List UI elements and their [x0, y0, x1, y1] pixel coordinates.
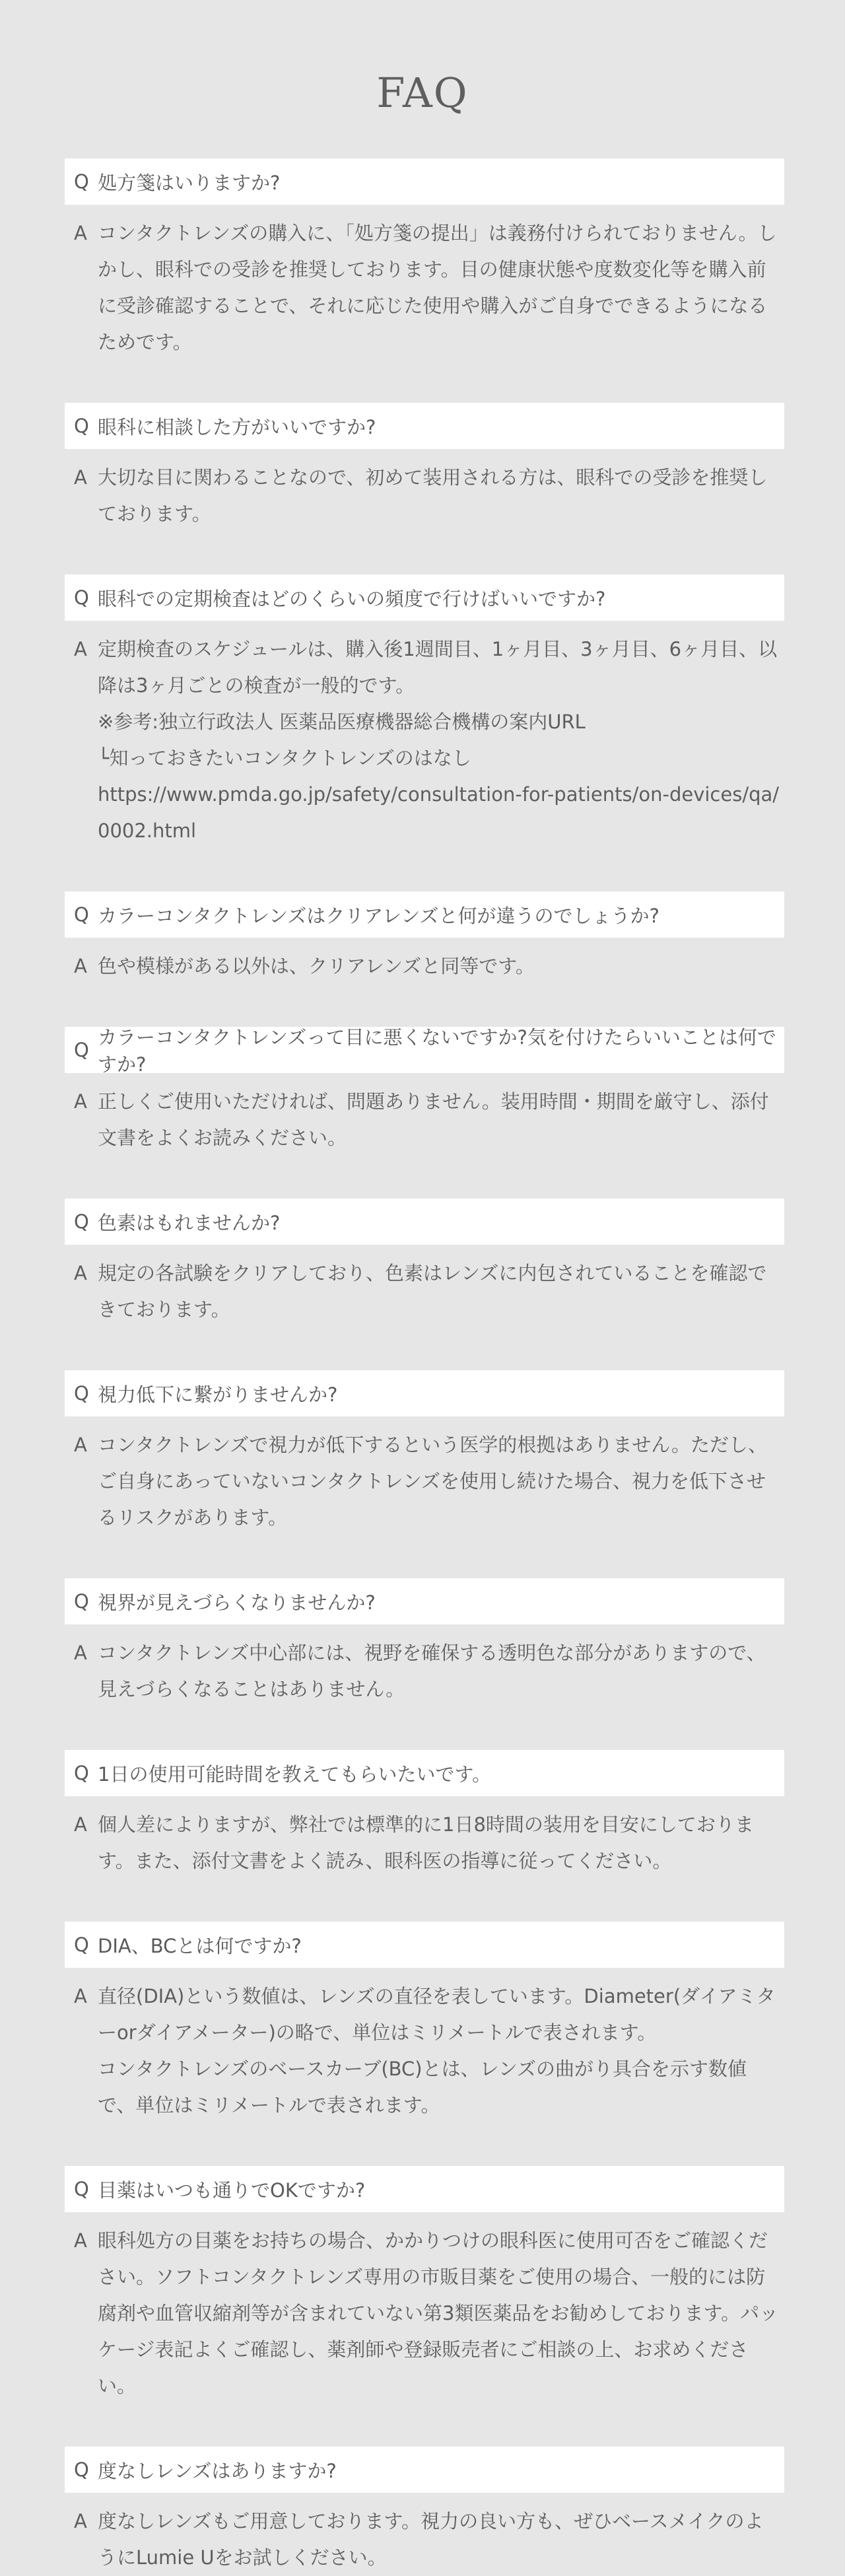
faq-question-text: 1日の使用可能時間を教えてもらいたいです。 [98, 1762, 492, 1786]
answer-marker: A [74, 1090, 87, 1113]
faq-question-text: 度なしレンズはありますか? [98, 2459, 337, 2482]
faq-item [65, 158, 784, 361]
question-marker: Q [74, 1590, 89, 1613]
question-marker: Q [74, 1933, 89, 1956]
faq-answer-paragraph: 色や模様がある以外は、クリアレンズと同等です。 [98, 955, 535, 977]
faq-answer [65, 1427, 784, 1536]
answer-marker: A [74, 2229, 87, 2252]
faq-answer-text [98, 1084, 784, 1156]
faq-question-text: カラーコンタクトレンズって目に悪くないですか?気を付けたらいいことは何ですか? [98, 1026, 776, 1076]
question-marker: Q [74, 2458, 89, 2481]
faq-question-text: カラーコンタクトレンズはクリアレンズと何が違うのでしょうか? [98, 904, 659, 927]
faq-list [65, 158, 784, 2576]
faq-answer-text [98, 2223, 784, 2404]
faq-item [65, 2166, 784, 2404]
faq-item [65, 2447, 784, 2576]
faq-answer-paragraph: コンタクトレンズの購入に、「処方箋の提出」は義務付けられておりません。しかし、眼科での受診を推奨しております。目の健康状態や度数変化等を購入前に受診確認することで、それに応じた使用や購入がご自身でできるようになるためです。 [98, 222, 777, 353]
faq-answer-paragraph: ※参考:独立行政法人 医薬品医療機器総合機構の案内URL [98, 711, 586, 733]
faq-question [65, 1370, 784, 1416]
question-marker: Q [74, 1382, 89, 1405]
faq-question-text: 眼科での定期検査はどのくらいの頻度で行けばいいですか? [98, 587, 606, 610]
faq-answer-paragraph: └知っておきたいコンタクトレンズのはなし [98, 747, 471, 769]
faq-question [65, 403, 784, 449]
faq-answer-paragraph: 直径(DIA)という数値は、レンズの直径を表しています。Diameter(ダイアミターorダイアメーター)の略で、単位はミリメートルで表されます。 [98, 1985, 776, 2044]
question-marker: Q [74, 1039, 89, 1061]
answer-marker: A [74, 222, 87, 244]
faq-question [65, 891, 784, 938]
faq-question [65, 1199, 784, 1245]
faq-answer [65, 2503, 784, 2576]
faq-answer-paragraph: 眼科処方の目薬をお持ちの場合、かかりつけの眼科医に使用可否をご確認ください。ソフトコンタクトレンズ専用の市販目薬をご使用の場合、一般的には防腐剤や血管収縮剤等が含まれていない第3類医薬品をお勧めしております。パッケージ表記よくご確認し、薬剤師や登録販売者にご相談の上、お求めください。 [98, 2229, 779, 2397]
faq-answer [65, 631, 784, 849]
faq-question-text: 処方箋はいりますか? [98, 171, 281, 194]
question-marker: Q [74, 170, 89, 193]
faq-answer-paragraph: コンタクトレンズ中心部には、視野を確保する透明色な部分がありますので、見えづらくなることはありません。 [98, 1642, 766, 1700]
faq-item [65, 1922, 784, 2124]
faq-answer-paragraph: 正しくご使用いただければ、問題ありません。装用時間・期間を厳守し、添付文書をよくお読みください。 [98, 1090, 769, 1149]
faq-answer [65, 1807, 784, 1879]
question-marker: Q [74, 2178, 89, 2200]
faq-answer-paragraph: 規定の各試験をクリアしており、色素はレンズに内包されていることを確認できております。 [98, 1262, 767, 1321]
question-marker: Q [74, 1210, 89, 1233]
question-marker: Q [74, 415, 89, 437]
faq-question-text: 眼科に相談した方がいいですか? [98, 415, 376, 438]
faq-answer-text [98, 1635, 784, 1708]
answer-marker: A [74, 466, 87, 489]
faq-answer-paragraph: https://www.pmda.go.jp/safety/consultation-for-patients/on-devices/qa/0002.html [98, 783, 780, 842]
faq-question-text: DIA、BCとは何ですか? [98, 1934, 302, 1957]
faq-question [65, 1922, 784, 1968]
faq-question-text: 視界が見えづらくなりませんか? [98, 1591, 376, 1614]
question-marker: Q [74, 586, 89, 609]
faq-item [65, 403, 784, 532]
faq-answer-text [98, 1807, 784, 1879]
answer-marker: A [74, 1813, 87, 1836]
answer-marker: A [74, 638, 87, 660]
faq-item [65, 891, 784, 985]
faq-question [65, 574, 784, 621]
faq-answer-text [98, 1427, 784, 1536]
page-title: FAQ [376, 69, 469, 117]
faq-answer-paragraph: 大切な目に関わることなので、初めて装用される方は、眼科での受診を推奨しております。 [98, 466, 768, 525]
faq-answer [65, 460, 784, 532]
faq-answer-paragraph: 個人差によりますが、弊社では標準的に1日8時間の装用を目安にしております。また、添付文書をよく読み、眼科医の指導に従ってください。 [98, 1813, 754, 1872]
question-marker: Q [74, 1762, 89, 1784]
faq-answer [65, 215, 784, 361]
faq-answer-text [98, 631, 784, 849]
answer-marker: A [74, 1262, 87, 1284]
faq-answer-paragraph: コンタクトレンズで視力が低下するという医学的根拠はありません。ただし、ご自身にあっていないコンタクトレンズを使用し続けた場合、視力を低下させるリスクがあります。 [98, 1434, 767, 1529]
faq-item [65, 574, 784, 849]
faq-question [65, 158, 784, 205]
faq-question-text: 視力低下に繋がりませんか? [98, 1383, 338, 1406]
faq-answer-paragraph: 度なしレンズもご用意しております。視力の良い方も、ぜひベースメイクのようにLumie Uをお試しください。 [98, 2510, 764, 2569]
answer-marker: A [74, 1434, 87, 1456]
answer-marker: A [74, 1985, 87, 2007]
faq-question [65, 2166, 784, 2212]
faq-answer-text [98, 2503, 784, 2576]
faq-item [65, 1370, 784, 1536]
faq-answer [65, 1084, 784, 1156]
faq-answer [65, 1635, 784, 1708]
answer-marker: A [74, 1642, 87, 1664]
faq-answer [65, 1978, 784, 2124]
faq-answer-text [98, 460, 784, 532]
faq-question [65, 2447, 784, 2493]
faq-question-text: 色素はもれませんか? [98, 1211, 281, 1234]
faq-answer [65, 948, 784, 985]
faq-answer [65, 2223, 784, 2404]
faq-answer [65, 1255, 784, 1328]
faq-answer-text [98, 948, 784, 985]
faq-item [65, 1027, 784, 1156]
faq-item [65, 1750, 784, 1879]
faq-answer-text [98, 1978, 784, 2124]
faq-item [65, 1199, 784, 1328]
faq-question-text: 目薬はいつも通りでOKですか? [98, 2178, 366, 2202]
answer-marker: A [74, 955, 87, 977]
faq-question [65, 1026, 784, 1076]
faq-question [65, 1750, 784, 1796]
answer-marker: A [74, 2510, 87, 2532]
faq-answer-text [98, 215, 784, 361]
faq-question [65, 1578, 784, 1624]
faq-answer-paragraph: 定期検査のスケジュールは、購入後1週間目、1ヶ月目、3ヶ月目、6ヶ月目、以降は3ヶ月ごとの検査が一般的です。 [98, 638, 778, 697]
faq-answer-paragraph: コンタクトレンズのベースカーブ(BC)とは、レンズの曲がり具合を示す数値で、単位はミリメートルで表されます。 [98, 2058, 747, 2116]
faq-answer-text [98, 1255, 784, 1328]
question-marker: Q [74, 903, 89, 926]
faq-item [65, 1578, 784, 1708]
